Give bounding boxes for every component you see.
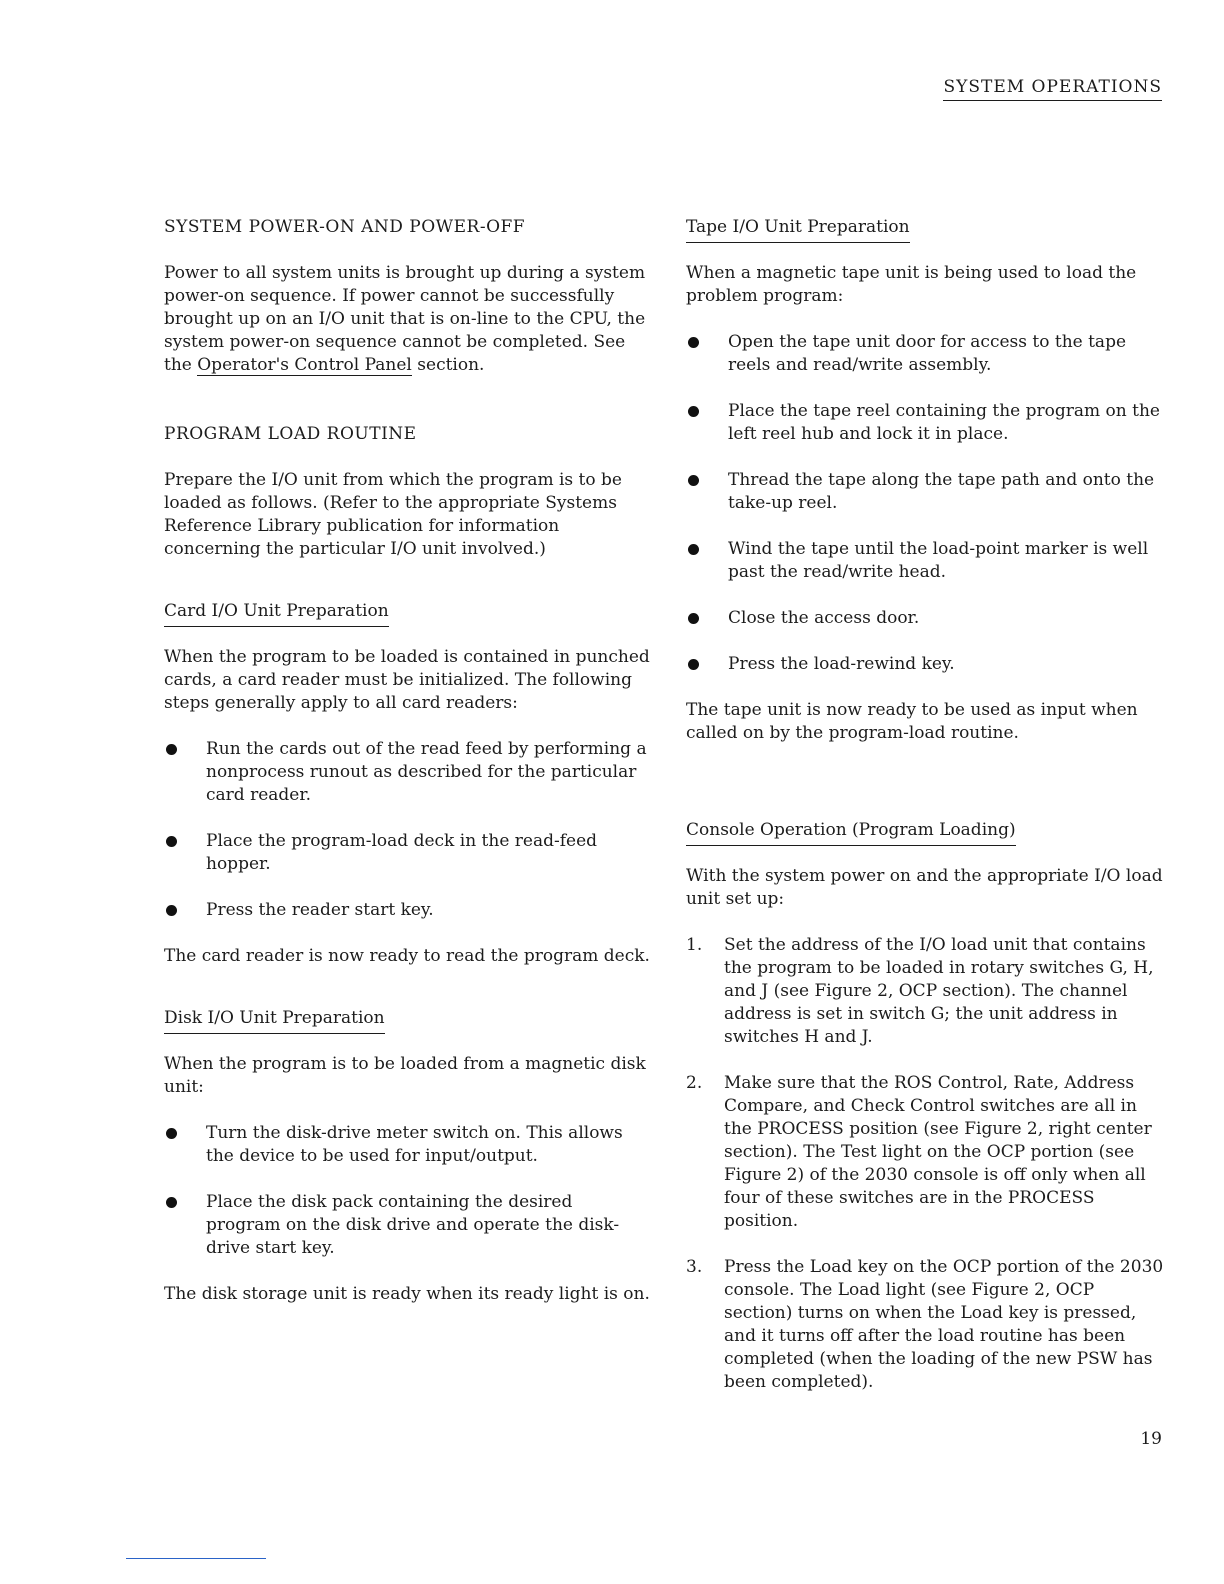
card-io-intro: When the program to be loaded is contained in punched cards, a card reader must be initialized. The following steps generally apply to all card readers: — [164, 647, 650, 713]
list-item — [686, 1072, 1166, 1233]
disk-io-intro: When the program is to be loaded from a magnetic disk unit: — [164, 1054, 646, 1097]
bullet-icon — [688, 544, 699, 555]
bullet-text: Run the cards out of the read feed by performing a nonprocess runout as described for the particular card reader. — [206, 739, 647, 805]
list-item — [164, 830, 652, 876]
running-header: SYSTEM OPERATIONS — [943, 76, 1162, 101]
bullet-icon — [688, 475, 699, 486]
list-item — [686, 653, 1166, 676]
bullet-icon — [166, 1128, 177, 1139]
card-io-outro: The card reader is now ready to read the program deck. — [164, 946, 650, 966]
console-operation-heading: Console Operation (Program Loading) — [686, 819, 1016, 846]
step-text: Make sure that the ROS Control, Rate, Address Compare, and Check Control switches are all in the PROCESS position (see Figure 2, right center section). The Test light on the OCP portion (see Figure 2) of the 2030 console is off only when all four of these switches are in the PROCESS position. — [724, 1073, 1152, 1231]
bullet-text: Place the disk pack containing the desired program on the disk drive and operate the disk-drive start key. — [206, 1192, 620, 1258]
console-operation-steps — [686, 934, 1166, 1394]
tape-io-heading: Tape I/O Unit Preparation — [686, 216, 910, 243]
console-operation-intro: With the system power on and the appropriate I/O load unit set up: — [686, 866, 1163, 909]
step-text: Press the Load key on the OCP portion of the 2030 console. The Load light (see Figure 2, OCP section) turns on when the Load key is pressed, and it turns off after the load routine has been completed (when the loading of the new PSW has been completed). — [724, 1257, 1164, 1392]
program-load-paragraph: Prepare the I/O unit from which the program is to be loaded as follows. (Refer to the appropriate Systems Reference Library publication for information concerning the particular I/O unit involved.) — [164, 470, 622, 559]
bullet-icon — [688, 659, 699, 670]
bullet-text: Open the tape unit door for access to the tape reels and read/write assembly. — [728, 332, 1127, 375]
bullet-text: Place the tape reel containing the program on the left reel hub and lock it in place. — [728, 401, 1160, 444]
tape-io-intro: When a magnetic tape unit is being used to load the problem program: — [686, 263, 1137, 306]
bullet-icon — [688, 337, 699, 348]
power-text-after: section. — [411, 355, 485, 375]
list-item — [686, 400, 1166, 446]
operators-control-panel-reference: Operator's Control Panel — [197, 355, 412, 375]
program-load-heading: PROGRAM LOAD ROUTINE — [164, 424, 417, 444]
bullet-icon — [166, 744, 177, 755]
disk-io-outro: The disk storage unit is ready when its ready light is on. — [164, 1284, 650, 1304]
bullet-text: Press the load-rewind key. — [728, 654, 955, 674]
step-text: Set the address of the I/O load unit that contains the program to be loaded in rotary switches G, H, and J (see Figure 2, OCP section). The channel address is set in switch G; the unit address in switches H and J. — [724, 935, 1154, 1047]
power-text-before: Power to all system units is brought up during a system power-on sequence. If power cannot be successfully brought up on an I/O unit that is on-line to the CPU, the system power-on sequence cannot be completed. See the — [164, 263, 646, 375]
list-item — [164, 1122, 652, 1168]
bullet-text: Place the program-load deck in the read-feed hopper. — [206, 831, 598, 874]
list-item — [164, 738, 652, 807]
list-item — [686, 1256, 1166, 1394]
disk-io-steps — [164, 1122, 652, 1260]
bullet-text: Wind the tape until the load-point marker is well past the read/write head. — [728, 539, 1149, 582]
list-item — [686, 331, 1166, 377]
tape-io-outro: The tape unit is now ready to be used as input when called on by the program-load routine. — [686, 700, 1138, 743]
power-on-off-heading: SYSTEM POWER-ON AND POWER-OFF — [164, 217, 526, 237]
step-number: 3. — [686, 1257, 703, 1277]
bullet-icon — [688, 613, 699, 624]
bullet-icon — [166, 1197, 177, 1208]
list-item — [164, 899, 652, 922]
bullet-text: Press the reader start key. — [206, 900, 434, 920]
step-number: 2. — [686, 1073, 703, 1093]
list-item — [686, 934, 1166, 1049]
card-io-steps — [164, 738, 652, 922]
step-number: 1. — [686, 935, 703, 955]
tape-io-steps — [686, 331, 1166, 676]
bullet-text: Close the access door. — [728, 608, 920, 628]
scan-artifact-line — [126, 1558, 266, 1559]
list-item — [686, 538, 1166, 584]
right-column — [686, 216, 1166, 1394]
page-number: 19 — [1140, 1429, 1162, 1449]
list-item — [164, 1191, 652, 1260]
bullet-icon — [166, 836, 177, 847]
bullet-text: Turn the disk-drive meter switch on. This allows the device to be used for input/output. — [206, 1123, 623, 1166]
power-on-off-paragraph — [164, 262, 652, 377]
card-io-heading: Card I/O Unit Preparation — [164, 600, 389, 627]
list-item — [686, 469, 1166, 515]
disk-io-heading: Disk I/O Unit Preparation — [164, 1007, 385, 1034]
bullet-icon — [688, 406, 699, 417]
bullet-text: Thread the tape along the tape path and onto the take-up reel. — [728, 470, 1155, 513]
left-column — [164, 216, 652, 1306]
bullet-icon — [166, 905, 177, 916]
list-item — [686, 607, 1166, 630]
